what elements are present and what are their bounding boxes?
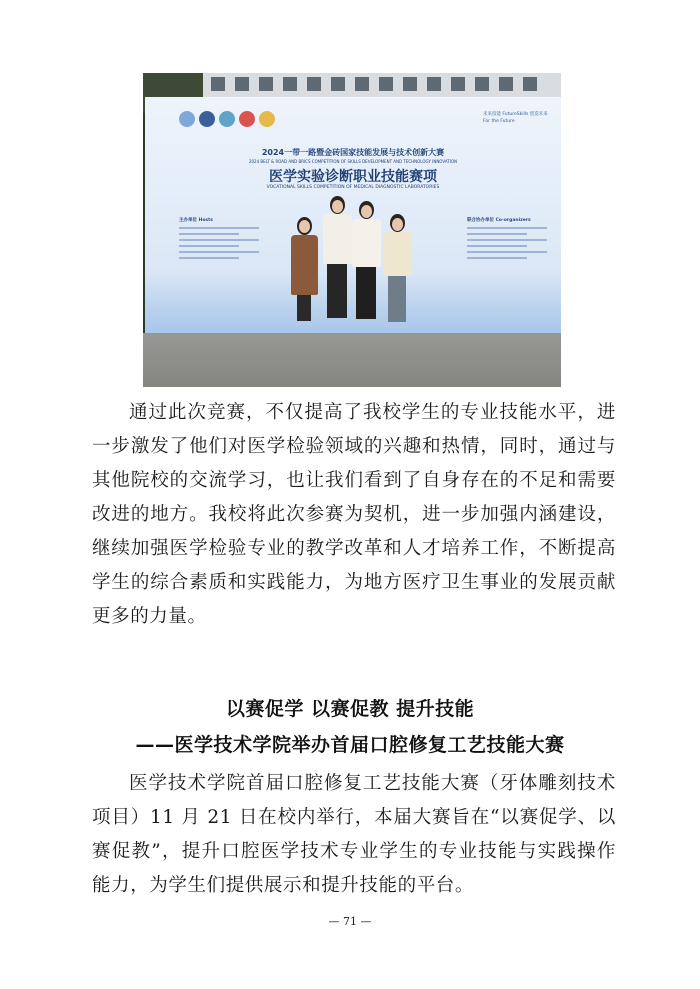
banner-coorganizers-column (467, 217, 557, 259)
banner-main-title: 医学实验诊断职业技能赛项 (269, 169, 437, 185)
person (321, 196, 353, 320)
body-paragraph-1: 通过此次竞赛，不仅提高了我校学生的专业技能水平，进一步激发了他们对医学检验领域的兴趣和热情，同时，通过与其他院校的交流学习，也让我们看到了自身存在的不足和需要改进的地方。我校将此次参赛为契机，进一步加强内涵建设，继续加强医学检验专业的教学改革和人才培养工作，不断提高学生的综合素质和实践能力，为地方医疗卫生事业的发展贡献更多的力量。 (92, 402, 616, 627)
banner-event-title-en: 2024 BELT & ROAD AND BRICS COMPETITION OF SKILLS DEVELOPMENT AND TECHNOLOGY INNOVATION (248, 159, 458, 164)
logo-icon (179, 111, 195, 127)
section-heading: 以赛促学 以赛促教 提升技能 (225, 698, 475, 720)
logo-icon (199, 111, 215, 127)
banner-slogan: 未来技能 FutureSkills 创造未来 For the Future (483, 112, 548, 124)
banner-event-title: 2024一带一路暨金砖国家技能发展与技术创新大赛 (261, 148, 445, 157)
person (289, 217, 319, 323)
section-subheading: ——医学技术学院举办首届口腔修复工艺技能大赛 (135, 734, 565, 756)
person (350, 201, 382, 321)
page-number: — 71 — (328, 915, 372, 928)
logo-icon (219, 111, 235, 127)
logo-icon (259, 111, 275, 127)
banner-hosts-column (179, 217, 269, 259)
body-paragraph-2: 医学技术学院首届口腔修复工艺技能大赛（牙体雕刻技术项目）11 月 21 日在校内举行，本届大赛旨在“以赛促学、以赛促教”，提升口腔医学技术专业学生的专业技能与实践操作能力，为学生们提供展示和提升技能的平台。 (92, 773, 616, 896)
banner-hosts-head: 主办单位 Hosts (179, 218, 213, 223)
background-building (183, 73, 561, 99)
ground (143, 333, 561, 387)
person (381, 214, 413, 324)
competition-photo (143, 73, 561, 387)
banner-coorganizers-head: 联合协办单位 Co-organizers (467, 218, 531, 223)
banner-main-title-en: VOCATIONAL SKILLS COMPETITION OF MEDICAL DIAGNOSTIC LABORATORIES (266, 185, 440, 190)
logo-icon (239, 111, 255, 127)
